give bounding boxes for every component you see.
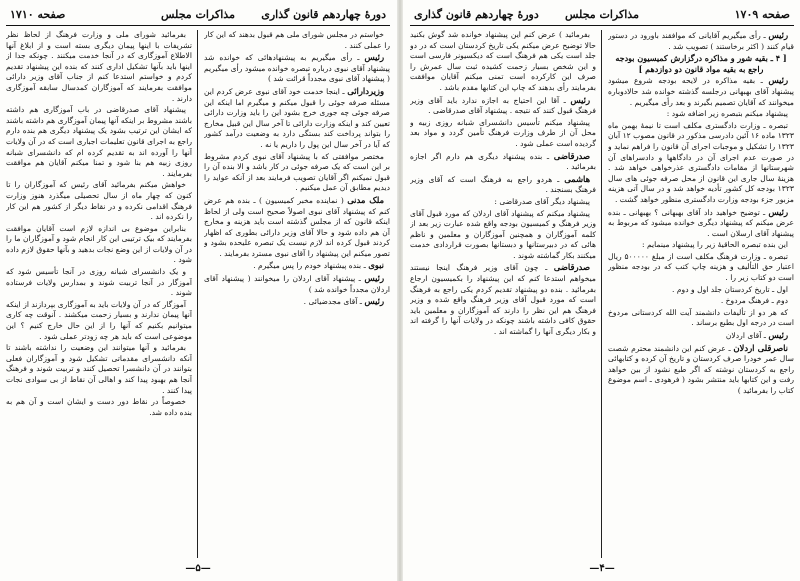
paragraph (6, 224, 192, 266)
paragraph-text: ـ رأی میگیریم به پیشنهادهائی که خوانده شد پیشنهاد آقای نبوی درباره تبصره خوانده میشود رأی میگیریم ( پیشنهاد آقای نبوی مجدداً قرائت شد ) (204, 53, 390, 84)
left-page-footer-number: —۵— (185, 563, 211, 574)
paragraph (6, 267, 192, 299)
paragraph-text: پیشنهاد میکنم تأسیس دانشسرای شبانه روزی زبیه و محل آن از طرف وزارت فرهنگ تأمین گردد و مواد بعد گردیده است عملی شود . (410, 117, 596, 148)
paragraph (6, 30, 192, 104)
paragraph (204, 152, 390, 194)
paragraph (608, 296, 794, 307)
paragraph (608, 207, 794, 240)
paragraph (410, 262, 596, 337)
paragraph-text: ـ هردو راجع به فرهنگ است که آقای وزیر فرهنگ بسنجند . (410, 174, 596, 195)
paragraph-text: ـ اینجا خدمت خود آقای نبوی عرض کردم این مسئله صرفه جوئی را قبول میکنم و میگیرم اما اینکه این صرفه جوئی چه جوری خرج بشود این را باید وزارت دارائی تعیین کند و اینکه وزارت دارائی تا آخر سال این قبیل مخارج را بتواند پرداخت کند بستگی دارد به وضعیت درآمد کشور که آیا در آخر سال این پول را داریم یا نه . (204, 86, 390, 149)
paragraph-text: و یک دانشسرای شبانه روزی در آنجا تأسیس شود که آموزگار در آنجا تربیت شوند و بمدارس ولایات فرستاده شوند . (6, 267, 192, 298)
paragraph-text: خواهش میکنم بفرمائید آقای رئیس که آموزگاران را تا کنون که چهار ماه از سال تحصیلی میگذرد هنوز وزارت فرهنگ اقدامی نکرده و در نقاط دیگر از کشور هم این کار را نکرده اند . (6, 180, 192, 222)
paragraph-text: مختصر موافقتی که با پیشنهاد آقای نبوی کردم مشروط بر این است که یک صرفه جوئی در کار باشد و الا بنده آن را قبول نمیکنم اگر آقایان تصویب فرمایند بعد از آنکه عواید را دیدیم مطابق آن عمل میکنیم . (204, 151, 390, 193)
paragraph (608, 308, 794, 329)
paragraph (410, 95, 596, 117)
left-column-divider (197, 30, 198, 558)
paragraph-text: خصوصاً در نقاط دور دست و ایشان است و آن هم به بنده داده شد. (6, 397, 192, 417)
speaker-name: رئیس (768, 330, 788, 341)
paragraph-text: ـ آقا این احتیاج به اجازه ندارد باید آقای وزیر فرهنگ قبول کنند که نتیجه . پیشنهاد آقای صدرقاضی . (410, 95, 596, 116)
paragraph-text: پیشنهاد دیگر آقای صدرقاضی : (494, 196, 590, 206)
paragraph (410, 174, 596, 196)
paragraph (608, 75, 794, 108)
speaker-name: رئیس (768, 206, 788, 217)
paragraph-text: ـ رأی میگیریم آقایانی که موافقند باورود در دستور قیام کنند ( اکثر برخاستند ) تصویب شد . (608, 31, 794, 51)
left-page-header (6, 6, 390, 24)
paragraph-text: خواستم در مجلس شورای ملی هم قبول بدهند که این کار را عملی کنند . (204, 30, 390, 50)
right-section-title: مذاکرات مجلس (565, 8, 639, 21)
paragraph (608, 121, 794, 206)
paragraph (608, 109, 794, 120)
paragraph (6, 180, 192, 222)
paragraph (608, 343, 794, 397)
paragraph (608, 330, 794, 342)
paragraph-text: ـ چون آقای وزیر فرهنگ اینجا نیستند میخواهم استدعا کنم که این پیشنهاد را بکمیسیون ارجاع بفرمائید . بنده دو پیشنهاد تقدیم کردم یکی راجع به فرهنگ است که مورد قبول آقای وزیر فرهنگ واقع شده و وزیر فرهنگ هم این نظر را دارند که آموزگاران و معلمین باید حقوق کافی داشته باشند چونکه در ولایات آنها را گرفته اند و بکار دیگری آنها را گماشته اند . (410, 263, 596, 337)
paragraph-text: پیشنهاد آقای صدرقاضی در باب آموزگاری هم داشته باشند مشروط بر اینکه آنها پیمان آموزگاری هم داشته باشند که ایشان این ترتیب بشود یک پیشنهاد دیگری هم بنده دارم راجع به اجرای قانون تعلیمات اجباری است که در آن ولایات آنها را آورده اند به تقدیم کرده ام که دانشسرای شبانه روزی زبیه هم بنا شود و تمنا میکنم آقایان هم موافقت بفرمایند . (6, 105, 192, 178)
right-columns (410, 30, 794, 558)
speaker-name: رئیس (768, 30, 788, 40)
left-columns (6, 30, 390, 558)
paragraph-text: تبصره ـ وزارت دادگستری مکلف است تا نیمهٔ بهمن ماه ۱۳۲۳ ماده ۱۶ آئین دادرسی مذکور در قانون مصوب ۱۲ آبان ۱۳۲۳ را تشکیل و موجبات اجرای آن قانون را فراهم نماید و در صورت عدم اجرای آن در دادگاهها و دادسراهای آن شهرستانها از مقامات دادگستری عذرخواهی خواهد شد . هزینهٔ سال جاری این قانون از محل صرفه جوئی های سال ۱۳۲۳ بودجه کل کشور تأدیه خواهد شد و در سال آتی هزینه مزبور جزء بودجه وزارت دادگستری منظور خواهد گشت . (608, 120, 794, 204)
paragraph-text: ـ بنده پیشنهاد دیگری هم دارم اگر اجازه بفرمائید . (410, 151, 596, 172)
left-running-title: دورهٔ چهاردهم قانون گذاری (261, 8, 386, 21)
speaker-name: ناصرقلی اردلان (733, 342, 788, 353)
paragraph (410, 118, 596, 150)
paragraph (608, 240, 794, 251)
paragraph-text: ـ توضیح خواهید داد آقای بهبهانی ؟ بهبهانی ـ بنده عرض میکنم که پیشنهاد دیگری خوانده میشود که مربوط به پیشنهاد آقای ارسلان است . (608, 207, 794, 238)
paragraph-text: که هر دو از تألیفات دانشمند آیت الله کردستانی مردوخ است در درجه اول بطبع برساند . (608, 307, 794, 328)
speaker-name: رئیس (364, 52, 384, 63)
right-running-title: دورهٔ چهاردهم قانون گذاری (414, 8, 539, 21)
paragraph-text: آموزگار که در آن ولایات باید به آموزگاری بپردازند از اینکه آنها پیمان ندارند و بسیار زحمت میکشند . آنوقت چه کاری میتوانیم بکنیم که آنها را از این حال خارج کنیم ؟ این موضوعی است که باید هر چه زودتر عملی شود . (6, 299, 192, 341)
paragraph (608, 252, 794, 284)
paragraph (6, 300, 192, 342)
left-page-column-left (6, 30, 192, 558)
paragraph (204, 52, 390, 85)
paragraph-text: بفرمائید شورای ملی و وزارت فرهنگ از لحاظ نظر تشریفات با اینها پیمان دیگری بسته است و از ابلاغ آنها الاطلاع آموزگاری که در آنجا خدمت میکنند . چونکه جدا از اینها باید بآنها تشکیل اداری کنند که بنده این پیشنهاد تقدیم کردم و خواستم استدعا کنم از جناب آقای وزیر دارائی موافقت بفرمایند که آموزگاران کمدسال سابقه آموزگاری دارند . (6, 30, 192, 103)
paragraph-text: ـ بنده پیشنهاد خودم را پس میگیرم . (253, 261, 366, 271)
left-page-number: صفحه ۱۷۱۰ (10, 8, 66, 21)
speaker-name: رئیس (364, 273, 384, 284)
paragraph (204, 30, 390, 51)
right-page-column-right (608, 30, 794, 558)
paragraph-text: ـ بقیه مذاکره در لایحه بودجه شروع میشود پیشنهاد آقای بهبهانی درجلسه گذشته خوانده شد حالادوباره میخوانند که آقایان تصمیم بگیرند و بعد رأی میگیریم . (608, 76, 794, 107)
paragraph (6, 397, 192, 418)
paragraph (6, 105, 192, 179)
speaker-name: صدرقاضی (553, 150, 590, 161)
paragraph (204, 86, 390, 151)
speaker-name: هاشمی (564, 173, 590, 184)
paragraph (204, 273, 390, 295)
speaker-name: رئیس (768, 75, 788, 86)
paragraph-text: ـ آقای مجدضیائی . (303, 297, 362, 307)
paragraph-text: بنابراین موضوع بی اندازه لازم است آقایان موافقت بفرمایند که بیک ترتیبی این کار انجام شود و آموزگاران ما را در آن ولایات از این وضع نجات بدهید و بآنها حقوق لازم داده شود . (6, 223, 192, 265)
right-page (410, 6, 794, 576)
paragraph (204, 296, 390, 308)
paragraph (410, 151, 596, 173)
speaker-name: نبوی (368, 260, 384, 271)
paragraph-text: ـ پیشنهاد آقای اردلان را میخوانند ( پیشنهاد آقای اردلان مجدداً خوانده شد ) (204, 274, 390, 294)
paragraph-text: بفرمائید و آنها میتوانند این وضعیت را نداشته باشند تا آنکه دانشسرای مقدماتی تشکیل شود و آموزگاران فعلی بتوانند در آن دانشسرا تحصیل کنند و تربیت شوند و فرهنگ آنجا هم بهبود پیدا کند و اهالی آن نقاط از بی سوادی نجات پیدا کنند . (6, 343, 192, 395)
paragraph-text: تبصره ـ وزارت فرهنگ مکلف است از مبلغ ۵۰۰۰۰۰ ریال اعتبار حق التألیف و هزینه چاپ کتب که در بودجه منظور است دو کتاب زیر را . (608, 251, 794, 283)
paragraph-text: ـ آقای اردلان (725, 331, 766, 341)
paragraph (608, 285, 794, 296)
paragraph (410, 197, 596, 208)
paragraph (204, 260, 390, 272)
speaker-name: ملک مدنی (347, 194, 384, 205)
right-page-number: صفحه ۱۷۰۹ (734, 8, 790, 21)
paragraph (204, 195, 390, 260)
paragraph (410, 209, 596, 262)
paragraph-text: پیشنهاد میکنم که پیشنهاد آقای اردلان که مورد قبول آقای وزیر فرهنگ و کمیسیون بودجه واقع شده عبارت زیر بعد از کلمه آموزگاران و همچنین آموزگاران و معلمین و ناظم هائی که در دبیرستانها و دبستانها بصورت قراردادی خدمت میکنند بکار گماشته شوند . (410, 208, 596, 260)
paragraph-text: ـ عرض کنم این دانشمند محترم شصت سال عمر خودرا صرف کردستان و تاریخ آن کرده و کتابهائی راجع به کردستان نوشته که اگر طبع نشود از بین خواهد رفت و این کتابها باید منتشر بشود ( فرهودی ـ اسم موضوع کتاب را بفرمائید ) (608, 343, 794, 395)
paragraph-text: این بنده تبصره الحاقیهٔ زیر را پیشنهاد مینمایم : (642, 240, 788, 250)
speaker-name: رئیس (570, 94, 590, 105)
right-page-footer-number: —۴— (589, 563, 615, 574)
left-section-title: مذاکرات مجلس (161, 8, 235, 21)
left-page-column-right (204, 30, 390, 558)
speaker-name: رئیس (364, 296, 384, 307)
paragraph (410, 30, 596, 94)
right-column-divider (601, 30, 602, 558)
paragraph-text: بفرمائید ) عرض کنم این پیشنهاد خوانده شد گوش بکنید حالا توضیح عرض میکنم یکی تاریخ کردستان است که در دو جلد است یکی هم فرهنگ است که دیکسیونر فارسی است و این شخص بسیار زحمت کشیده ثبت سال عمرش را صرف این کارکرده است تمنی میکنم آقایان موافقت بفرمایند رأی بدهند که چاپ این کتابها مقدم باشد . (410, 30, 596, 92)
paragraph-text: پیشنهاد میکنم بتبصره زیر اضافه شود : (666, 109, 788, 119)
paragraph-text: [ ۴ ـ بقیه شور و مذاکره درگزارش کمیسیون بودجه راجع به بقیه مواد قانون دو دوازدهم ] (615, 53, 787, 74)
paragraph-text: دوم ـ فرهنگ مردوخ . (720, 296, 788, 306)
speaker-name: صدرقاضی (553, 262, 590, 273)
paragraph (608, 30, 794, 52)
paragraph (608, 53, 794, 74)
right-page-column-left (410, 30, 596, 558)
left-page (6, 6, 390, 576)
right-page-header (410, 6, 794, 24)
speaker-name: وزیردارائی (347, 85, 384, 96)
right-header-rule (410, 25, 794, 26)
book-gutter (397, 0, 403, 581)
paragraph-text: ( نماینده مخبر کمیسیون ) ـ بنده هم عرض کنم که پیشنهاد آقای نبوی اصولاً صحیح است ولی از لحاظ اینکه قانون که از مجلس گذشته است باید هزینه و مخارج آن هم داده شود و حالا آقای وزیر دارائی بطوری که اظهار کردند قبول کرده اند لازم نیست یک تبصره علیحده بشود و تصور میکنم این پیشنهاد را آقای نبوی مسترد بفرمایند . (204, 195, 390, 258)
paragraph-text: اول ـ تاریخ کردستان جلد اول و دوم . (672, 284, 788, 294)
paragraph (6, 343, 192, 396)
left-header-rule (6, 25, 390, 26)
